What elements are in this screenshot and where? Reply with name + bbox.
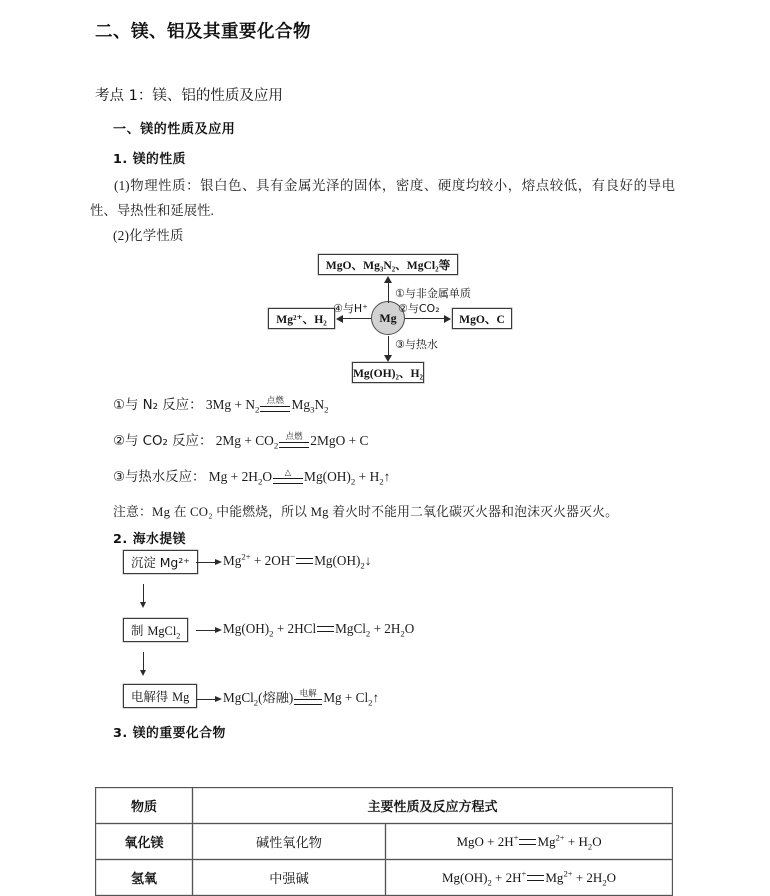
section-one-heading: 一、镁的性质及应用 — [113, 122, 236, 137]
flow-equation-2-equals — [317, 626, 334, 632]
table-cell-name-1: 氢氧 — [96, 860, 193, 896]
heading-3-compounds: 3. 镁的重要化合物 — [113, 726, 226, 741]
table-header-row — [96, 788, 673, 824]
arrow-right-head — [444, 315, 451, 323]
diagram-box-right: MgO、C — [452, 308, 512, 329]
heading-1-properties: 1. 镁的性质 — [113, 152, 186, 167]
equation-3-right: $Mg(OH)_2$ + $H_2↑$ — [304, 469, 391, 487]
flow-arrow-1-icon — [196, 557, 222, 567]
equation-1-left: $3Mg + N_2$ — [205, 397, 260, 415]
flow-equation-3-condition: 电解 — [294, 689, 322, 708]
diagram-center-mg: Mg — [371, 301, 405, 335]
flow-box-electrolysis — [123, 684, 197, 708]
diagram-box-left: Mg²⁺、H₂ — [268, 308, 335, 329]
equation-3-left: $Mg + 2H_2O$ — [208, 469, 273, 487]
flow-arrow-2-icon — [196, 625, 222, 635]
equation-2-left: $2Mg + CO_2$ — [215, 433, 279, 451]
kaodian-heading: 考点 1：镁、铝的性质及应用 — [95, 88, 283, 104]
arrow-left-line — [343, 318, 371, 319]
magnesium-reaction-diagram — [255, 250, 525, 390]
flow-equation-1-equals — [296, 558, 313, 564]
table-cell-equation-0: MgO + 2H+ $Mg^{2+} + H_2O$ — [386, 824, 673, 860]
table-cell-property-1: 中强碱 — [193, 860, 386, 896]
table-row — [96, 860, 673, 896]
arrow-down-line — [388, 336, 389, 357]
equation-1-right: $Mg_3N_2$ — [291, 397, 329, 415]
equation-row-1 — [113, 394, 329, 415]
flow-equation-2 — [196, 621, 414, 637]
flow-equation-1 — [196, 553, 371, 569]
table-cell-property-0: 碱性氧化物 — [193, 824, 386, 860]
diagram-label-acid: ④与H⁺ — [333, 302, 368, 315]
chemical-property-label: (2)化学性质 — [113, 228, 184, 243]
flow-box-make-mgcl2 — [123, 618, 188, 642]
flow-box-precipitate-label: 沉淀 Mg²⁺ — [131, 555, 190, 570]
equation-1-prefix: ①与 N₂ 反应： — [113, 398, 203, 413]
flow-box-electrolysis-label: 电解得 Mg — [131, 689, 190, 704]
page-title: 二、镁、铝及其重要化合物 — [95, 22, 311, 42]
flow-equation-3-left: MgCl$_2$(熔融) — [223, 690, 294, 708]
diagram-label-nonmetal: ①与非金属单质 — [395, 287, 471, 300]
arrow-down-head — [384, 355, 392, 362]
table-header-substance: 物质 — [96, 788, 193, 824]
flow-arrow-3-icon — [196, 694, 222, 704]
equation-3-condition: △ — [273, 468, 303, 487]
diagram-label-hotwater: ③与热水 — [395, 338, 438, 351]
table-row — [96, 824, 673, 860]
diagram-label-co2: ②与CO₂ — [398, 302, 440, 315]
compounds-table — [95, 787, 673, 896]
flow-equation-1-left: $Mg^{2+} + 2OH^-$ — [223, 551, 296, 568]
heading-2-seawater: 2. 海水提镁 — [113, 532, 186, 547]
flow-equation-2-left: $Mg(OH)_2 + 2HCl$ — [223, 621, 317, 639]
table-cell-name-0: 氧化镁 — [96, 824, 193, 860]
physical-property-paragraph: (1)物理性质：银白色、具有金属光泽的固体，密度、硬度均较小，熔点较低，有良好的导电性、导热性和延展性. — [90, 178, 675, 218]
diagram-box-top: MgO、Mg₃N₂、MgCl₂等 — [318, 254, 458, 275]
table-cell-equation-1: $Mg(OH)_2 + 2H^+$ $Mg^{2+} + 2H_2O$ — [386, 860, 673, 896]
equation-row-3 — [113, 466, 390, 487]
arrow-up-line — [388, 282, 389, 303]
flow-equation-3-right: $Mg + Cl_2↑$ — [323, 690, 380, 708]
table-header-properties: 主要性质及反应方程式 — [193, 788, 673, 824]
equation-1-condition: 点燃 — [260, 396, 290, 415]
arrow-right-line — [405, 318, 445, 319]
equation-row-2 — [113, 430, 368, 451]
flow-equation-3 — [196, 687, 379, 708]
flow-box-make-mgcl2-label: 制 MgCl$_2$ — [131, 623, 181, 641]
flow-box-precipitate — [123, 550, 198, 574]
diagram-box-bottom: Mg(OH)₂、H₂ — [352, 362, 424, 383]
flow-equation-1-right: $Mg(OH)_2↓$ — [314, 553, 372, 571]
equation-2-right: 2MgO + C — [310, 433, 369, 448]
safety-note: 注意：Mg 在 CO₂ 中能燃烧，所以 Mg 着火时不能用二氧化碳灭火器和泡沫灭火器灭火。 — [113, 505, 619, 519]
equation-2-prefix: ②与 CO₂ 反应： — [113, 434, 213, 449]
equation-2-condition: 点燃 — [279, 432, 309, 451]
arrow-up-head — [384, 276, 392, 283]
flow-equation-2-right: MgCl$_2$ + $2H_2O$ — [335, 621, 415, 639]
equation-3-prefix: ③与热水反应： — [113, 470, 206, 485]
